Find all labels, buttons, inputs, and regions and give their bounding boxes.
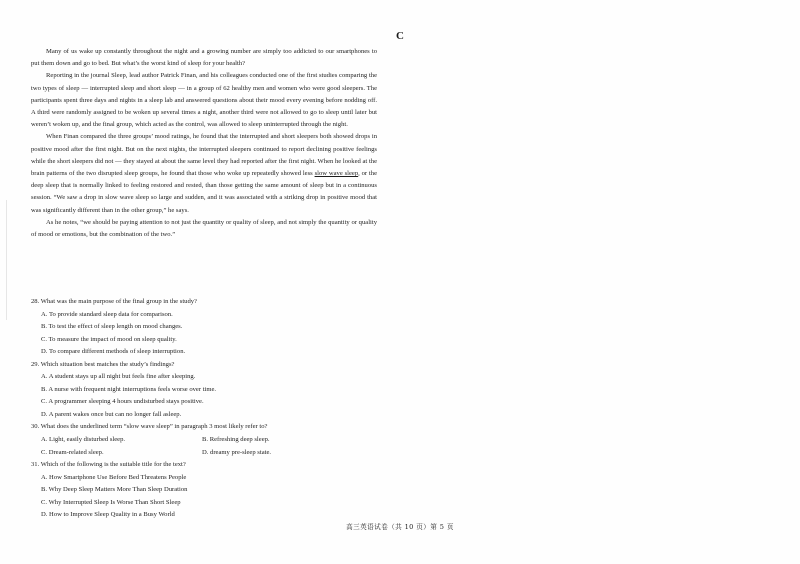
paragraph-3-part-2: , or the deep sleep that is normally linked to feeling restored and rested, than those getting the same amount of sleep but in a continuous session. “We saw a drop in slow wave sleep so large and sudden, and it was associated with a striking drop in positive mood that was significantly different than in the other group,” he says. [31,170,377,214]
question-stem: 31. Which of the following is the suitable title for the text? [31,461,186,469]
paragraph-4: As he notes, “we should be paying attention to not just the quantity or quality of sleep, and not simply the quantity or quality of mood or emotions, but the combination of the two.” [31,218,377,239]
option-a: A. How Smartphone Use Before Bed Threatens People [41,473,187,481]
option-d: D. To compare different methods of sleep interruption. [41,348,186,356]
option-b: B. Refreshing deep sleep. [202,436,270,444]
question-stem: 30. What does the underlined term “slow wave sleep” in paragraph 3 most likely refer to? [31,423,268,431]
option-c: C. Why Interrupted Sleep Is Worse Than Short Sleep [41,498,181,506]
option-b: B. To test the effect of sleep length on mood changes. [41,323,183,331]
reading-passage [31,46,377,241]
option-a: A. A student stays up all night but feels fine after sleeping. [41,373,196,381]
paragraph-2: Reporting in the journal Sleep, lead author Patrick Finan, and his colleagues conducted one of the first studies comparing the two types of sleep — interrupted sleep and short sleep — in a group of 62 healthy men and women who were good sleepers. The participants spent three days and nights in a sleep lab and answered questions about their mood every evening before nodding off. A third were randomly assigned to be woken up several times a night, another third were not allowed to go to sleep until later but weren’t woken up, and the final group, which acted as the control, was allowed to sleep uninterrupted through the night. [31,72,377,129]
underlined-term: slow wave sleep [314,170,359,178]
scan-edge-mark [6,200,7,320]
question-31 [31,459,377,522]
question-list [31,296,377,522]
question-29 [31,359,377,422]
option-a: A. Light, easily disturbed sleep. [41,436,126,444]
option-c: C. A programmer sleeping 4 hours undisturbed stays positive. [41,398,204,406]
option-b: B. Why Deep Sleep Matters More Than Sleep Duration [41,486,188,494]
option-a: A. To provide standard sleep data for comparison. [41,310,173,318]
option-row [31,434,377,447]
page-footer: 高三英语试卷（共 10 页）第 5 页 [346,523,454,531]
section-heading: C [396,30,404,42]
option-d: D. How to Improve Sleep Quality in a Busy World [41,511,175,519]
option-d: D. dreamy pre-sleep state. [202,448,272,456]
option-b: B. A nurse with frequent night interruptions feels worse over time. [41,385,217,393]
option-c: C. To measure the impact of mood on sleep quality. [41,335,177,343]
question-30 [31,421,377,459]
paragraph-1: Many of us wake up constantly throughout the night and a growing number are simply too addicted to our smartphones to put them down and go to bed. But what’s the worst kind of sleep for your health? [31,48,377,68]
question-stem: 29. Which situation best matches the study’s findings? [31,360,175,368]
question-28 [31,296,377,359]
paragraph-3 [31,131,377,216]
option-c: C. Dream-related sleep. [41,448,104,456]
option-row [31,447,377,460]
paragraph-3-part-1: When Finan compared the three groups’ mood ratings, he found that the interrupted and short sleepers both showed drops in positive mood after the first night. But on the next nights, the interrupted sleepers continued to report declining positive feelings while the short sleepers did not — they stayed at about the same level they had reported after the first night. When he looked at the brain patterns of the two disrupted sleep groups, he found that those who woke up repeatedly showed less [31,133,377,178]
option-d: D. A parent wakes once but can no longer fall asleep. [41,410,182,418]
question-stem: 28. What was the main purpose of the final group in the study? [31,298,197,305]
